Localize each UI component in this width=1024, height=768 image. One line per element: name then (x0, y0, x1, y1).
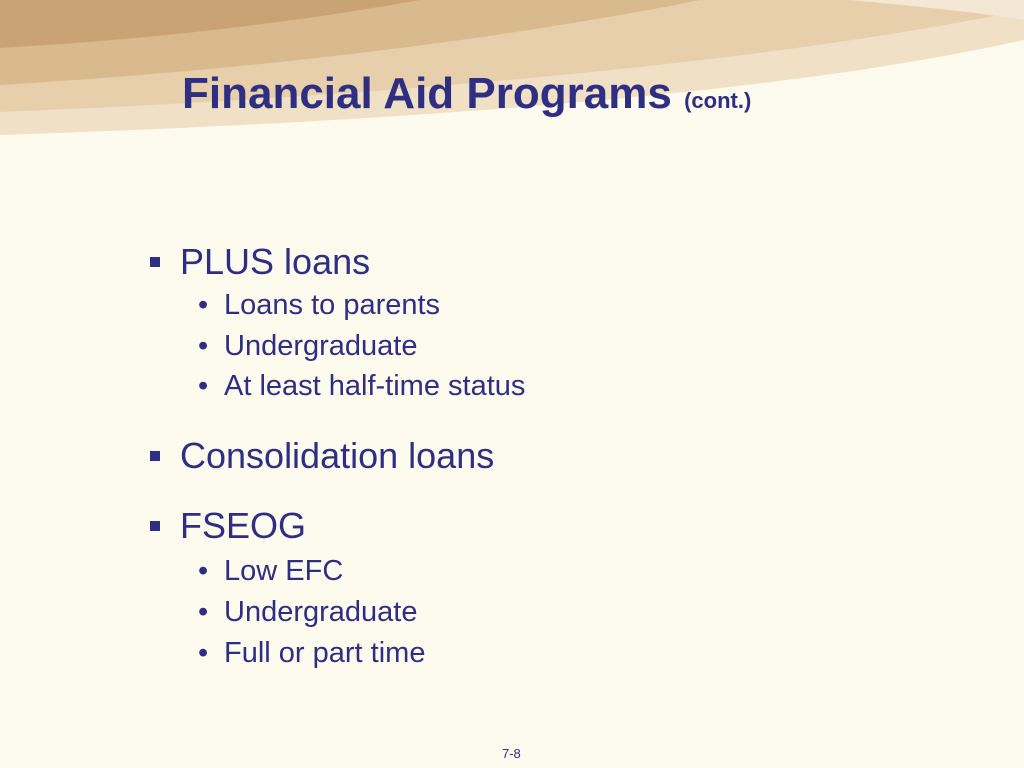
sub-list-item (198, 368, 525, 404)
sub-list-item-label: Undergraduate (224, 330, 418, 362)
square-bullet-icon (150, 257, 160, 267)
sub-list-item (198, 553, 343, 589)
list-item-label: FSEOG (180, 505, 307, 546)
slide-title-suffix: (cont.) (684, 88, 752, 113)
sub-list-item (198, 287, 440, 323)
sub-list-item-label: Full or part time (224, 637, 426, 669)
sub-list-item (198, 635, 425, 671)
dot-bullet-icon: • (198, 370, 209, 402)
sub-list-item-label: Undergraduate (224, 596, 418, 628)
sub-list-item-label: At least half-time status (224, 370, 526, 402)
sub-list-item-label: Loans to parents (224, 289, 441, 321)
list-item-label: PLUS loans (180, 241, 371, 282)
dot-bullet-icon: • (198, 555, 209, 587)
sub-list-item-label: Low EFC (224, 555, 344, 587)
sub-list-item (198, 328, 417, 364)
page-number: 7-8 (502, 746, 521, 761)
slide-title (182, 66, 751, 129)
dot-bullet-icon: • (198, 330, 209, 362)
sub-list-item (198, 594, 417, 630)
dot-bullet-icon: • (198, 289, 209, 321)
slide-title-text: Financial Aid Programs (182, 69, 672, 118)
square-bullet-icon (150, 521, 160, 531)
square-bullet-icon (150, 451, 160, 461)
list-item-label: Consolidation loans (180, 435, 495, 476)
dot-bullet-icon: • (198, 637, 209, 669)
dot-bullet-icon: • (198, 596, 209, 628)
